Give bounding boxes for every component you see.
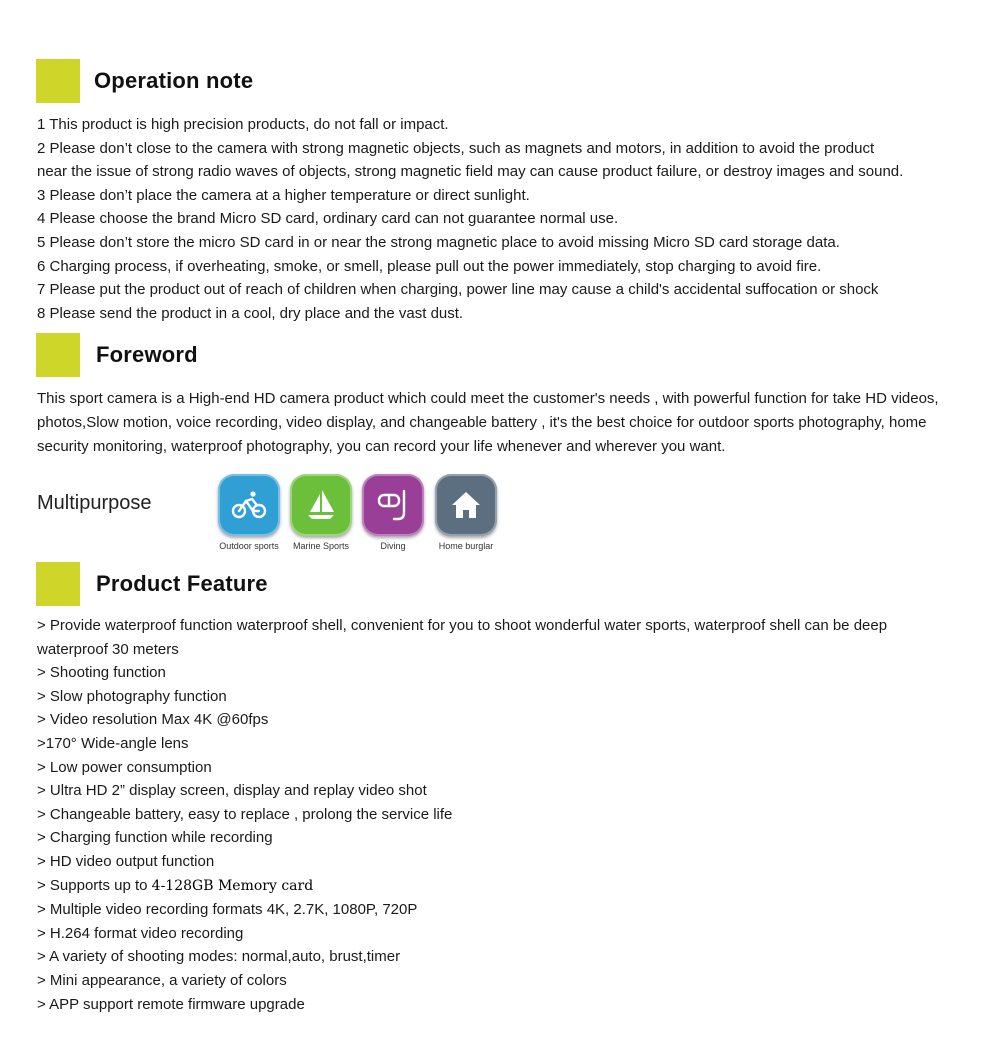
multipurpose-item-home-burglar (426, 474, 506, 551)
feature-line: > Ultra HD 2” display screen, display and replay video shot (37, 782, 427, 800)
operation-note-line: 7 Please put the product out of reach of children when charging, power line may cause a child's accidental suffocation or shock (37, 281, 879, 299)
operation-note-list (37, 113, 980, 325)
cyclist-icon (218, 474, 280, 536)
operation-note-line: 4 Please choose the brand Micro SD card, ordinary card can not guarantee normal use. (37, 210, 619, 228)
operation-note-line: 3 Please don’t place the camera at a higher temperature or direct sunlight. (37, 186, 530, 204)
product-feature-list (37, 614, 980, 1016)
section-marker-square (36, 59, 80, 103)
section-title-operation-note: Operation note (94, 68, 254, 93)
feature-line-memory (37, 874, 980, 899)
section-header-foreword (36, 333, 198, 377)
multipurpose-label: Multipurpose (37, 492, 152, 514)
operation-note-line: 6 Charging process, if overheating, smoke, or smell, please pull out the power immediately, stop charging to avoid fire. (37, 257, 822, 275)
multipurpose-caption: Outdoor sports (219, 541, 279, 551)
section-title-foreword: Foreword (96, 342, 198, 367)
feature-line: > Low power consumption (37, 758, 212, 776)
snorkel-mask-icon (362, 474, 424, 536)
section-marker-square (36, 333, 80, 377)
operation-note-line: 1 This product is high precision products, do not fall or impact. (37, 116, 449, 133)
feature-line: > APP support remote firmware upgrade (37, 995, 305, 1013)
feature-line: > Slow photography function (37, 687, 227, 705)
multipurpose-caption: Marine Sports (292, 541, 350, 551)
house-icon (435, 474, 497, 536)
feature-line: > Mini appearance, a variety of colors (37, 971, 287, 989)
feature-line: > HD video output function (37, 852, 215, 870)
operation-note-line: 5 Please don’t store the micro SD card in or near the strong magnetic place to avoid missing Micro SD card storage data. (37, 233, 840, 251)
feature-memory-prefix: > Supports up to (37, 876, 152, 894)
feature-memory-value: 4-128GB Memory card (151, 877, 314, 894)
feature-line: > A variety of shooting modes: normal,auto, brust,timer (37, 948, 401, 966)
multipurpose-caption: Diving (380, 541, 406, 551)
feature-line: >170° Wide-angle lens (37, 734, 189, 752)
sailboat-icon (290, 474, 352, 536)
section-marker-square (36, 562, 80, 606)
feature-line: > Shooting function (37, 664, 166, 682)
multipurpose-caption: Home burglar (438, 541, 494, 551)
feature-line: > Multiple video recording formats 4K, 2.7K, 1080P, 720P (37, 901, 418, 919)
feature-line: > Charging function while recording (37, 829, 273, 847)
section-header-product-feature (36, 562, 268, 606)
operation-note-line: 2 Please don’t close to the camera with strong magnetic objects, such as magnets and motors, in addition to avoid the product (37, 139, 875, 157)
feature-line: > Video resolution Max 4K @60fps (37, 711, 269, 729)
foreword-paragraph: This sport camera is a High-end HD camera product which could meet the customer's needs , with powerful function for take HD videos, photos,Slow motion, voice recording, video display, and changeable battery , it's the best choice for outdoor sports photography, home security monitoring, waterproof photography, you can record your life whenever and wherever you want. (37, 390, 939, 455)
multipurpose-item-diving (353, 474, 433, 551)
operation-note-line: 8 Please send the product in a cool, dry place and the vast dust. (37, 304, 464, 322)
feature-line: waterproof 30 meters (37, 640, 179, 658)
multipurpose-item-outdoor-sports (209, 474, 289, 551)
section-title-product-feature: Product Feature (96, 571, 268, 596)
feature-line: > Changeable battery, easy to replace , prolong the service life (37, 805, 453, 823)
section-header-operation-note (36, 59, 253, 103)
operation-note-line: near the issue of strong radio waves of objects, strong magnetic field may can cause product failure, or destroy images and sound. (37, 163, 904, 181)
feature-line: > H.264 format video recording (37, 924, 244, 942)
feature-line: > Provide waterproof function waterproof shell, convenient for you to shoot wonderful water sports, waterproof shell can be deep (37, 617, 888, 634)
multipurpose-item-marine-sports (281, 474, 361, 551)
